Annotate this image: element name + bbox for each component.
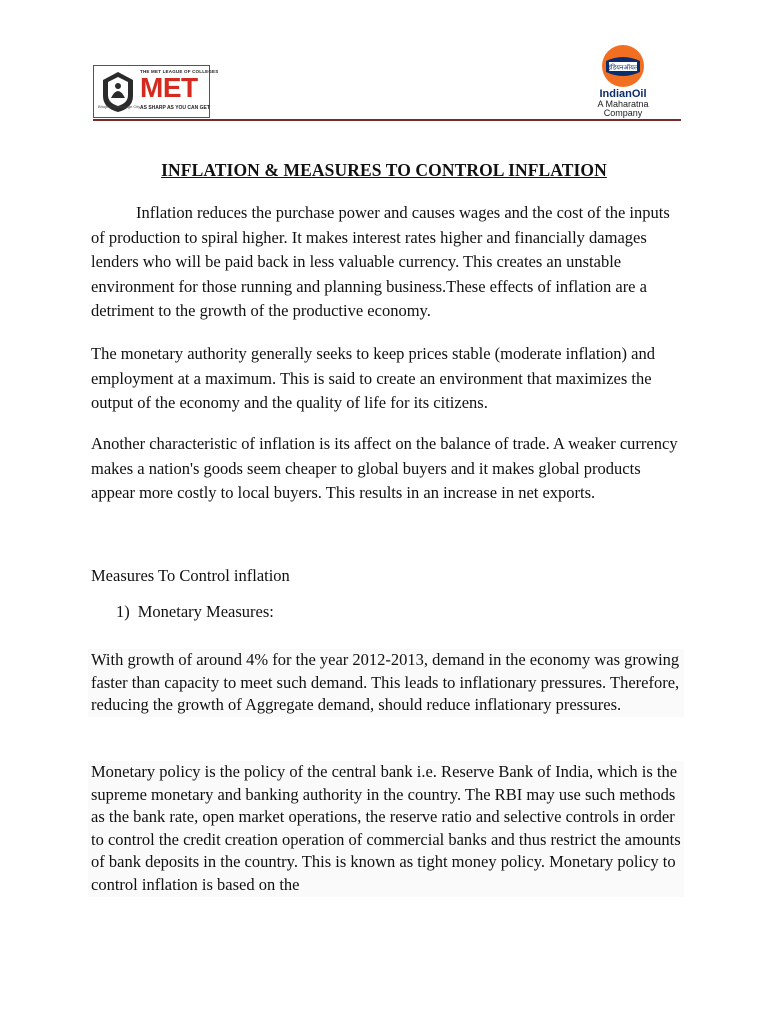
met-main-text: MET <box>140 72 198 103</box>
met-sub-text: Bhujbal Knowledge City <box>98 104 141 109</box>
shaded-paragraph-2: Monetary policy is the policy of the central bank i.e. Reserve Bank of India, which is the supreme monetary and banking authority in the country. The RBI may use such methods as the bank rate, open market operations, the reserve ratio and selective controls in order to control the credit creation operation of commercial banks and thus restrict the amounts of bank deposits in the country. This is known as tight money policy. Monetary policy to control inflation is based on the <box>88 761 684 897</box>
list-label: Monetary Measures: <box>137 602 274 621</box>
list-item <box>116 602 274 622</box>
paragraph-1: Inflation reduces the purchase power and causes wages and the cost of the inputs of production to spiral higher. It makes interest rates higher and financially damages lenders who will be paid back in less valuable currency. This creates an unstable environment for those running and planning business.These effects of inflation are a detriment to the growth of the productive economy. <box>91 203 670 321</box>
shaded-paragraph-1: With growth of around 4% for the year 2012-2013, demand in the economy was growing faster than capacity to meet such demand. This leads to inflationary pressures. Therefore, reducing the growth of Aggregate demand, should reduce inflationary pressures. <box>88 649 684 717</box>
indianoil-hindi-text: इंडियनऑयल <box>607 63 639 72</box>
indianoil-emblem-icon <box>601 44 645 88</box>
met-logo <box>93 65 219 118</box>
paragraph-3: Another characteristic of inflation is its affect on the balance of trade. A weaker currency makes a nation's goods seem cheaper to global buyers and it makes global products appear more costly to local buyers. This results in an increase in net exports. <box>91 434 678 503</box>
list-number: 1) <box>116 602 130 621</box>
indianoil-logo <box>580 44 666 118</box>
header-divider <box>93 119 681 121</box>
met-top-text: THE MET LEAGUE OF COLLEGES <box>140 69 219 74</box>
page-title: INFLATION & MEASURES TO CONTROL INFLATION <box>161 160 607 180</box>
section-heading: Measures To Control inflation <box>91 566 290 585</box>
indianoil-tagline-2: Company <box>603 108 643 118</box>
paragraph-2: The monetary authority generally seeks to keep prices stable (moderate inflation) and employment at a maximum. This is said to create an environment that maximizes the output of the economy and the quality of life for its citizens. <box>91 344 655 413</box>
indianoil-name: IndianOil <box>599 88 647 100</box>
met-tagline: AS SHARP AS YOU CAN GET <box>140 105 210 111</box>
indianoil-tagline-1: A Maharatna <box>597 99 649 109</box>
